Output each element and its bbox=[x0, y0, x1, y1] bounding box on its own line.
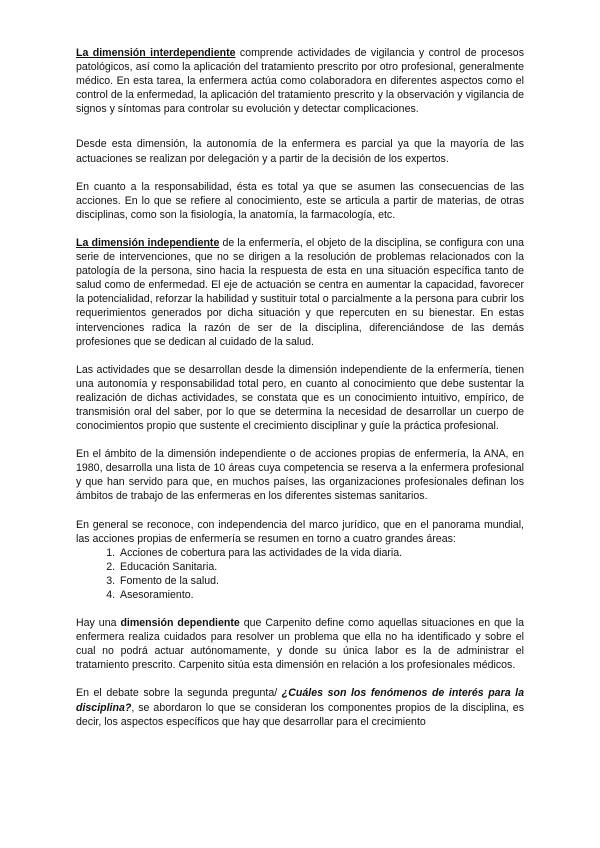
paragraph-text: , se abordaron lo que se consideran los componentes propios de la disciplina, es decir, los aspectos específicos que hay que desarrollar para el crecimiento bbox=[76, 701, 524, 728]
paragraph-dependiente bbox=[76, 616, 524, 672]
heading-interdependiente: La dimensión interdependiente bbox=[76, 47, 236, 59]
paragraph-actividades: Las actividades que se desarrollan desde la dimensión independiente de la enfermería, tienen una autonomía y responsabilidad total pero, en cuanto al conocimiento que debe sustentar la realización de dichas actividades, se constata que es un conocimiento intuitivo, empírico, de transmisión oral del saber, por lo que se determina la necesidad de desarrollar un cuerpo de conocimientos propio que sustente el crecimiento disciplinar y guíe la práctica profesional. bbox=[76, 363, 524, 433]
areas-list bbox=[76, 546, 524, 602]
paragraph-text: que Carpenito define como aquellas situaciones en que la enfermera realiza cuidados para resolver un problema que ella no ha identificado y sobre el cual no podrá actuar autónomamente, y donde su única labor es la de administrar el tratamiento prescrito. Carpenito sitúa esta dimensión en relación a los profesionales médicos. bbox=[76, 617, 525, 672]
list-item: 3. Fomento de la salud. bbox=[118, 574, 524, 588]
bold-dependiente: dimensión dependiente bbox=[120, 617, 240, 630]
list-item: 2. Educación Sanitaria. bbox=[118, 560, 524, 574]
paragraph-responsabilidad: En cuanto a la responsabilidad, ésta es total ya que se asumen las consecuencias de las acciones. En lo que se refiere al conocimiento, este se articula a partir de materias, de otras disciplinas, como son la fisiología, la anatomía, la farmacología, etc. bbox=[76, 180, 524, 221]
paragraph-text: En el debate sobre la segunda pregunta/ bbox=[76, 687, 282, 700]
list-item: 1. Acciones de cobertura para las actividades de la vida diaria. bbox=[118, 546, 524, 560]
paragraph-ana: En el ámbito de la dimensión independiente o de acciones propias de enfermería, la ANA, en 1980, desarrolla una lista de 10 áreas cuya competencia se reserva a la enfermera profesional y que han servido para que, en muchos países, las organizaciones profesionales definan los ámbitos de trabajo de las enfermeras en los diferentes sistemas sanitarios. bbox=[76, 448, 524, 503]
question-fenomenos: ¿Cuáles son los fenómenos de interés para la disciplina? bbox=[76, 687, 524, 714]
paragraph-autonomia: Desde esta dimensión, la autonomía de la enfermera es parcial ya que la mayoría de las actuaciones se realizan por delegación y a partir de la decisión de los expertos. bbox=[76, 138, 524, 165]
paragraph-interdependiente bbox=[76, 46, 524, 116]
paragraph-text: comprende actividades de vigilancia y control de procesos patológicos, así como la aplicación del tratamiento prescrito por otro profesional, generalmente médico. En esta tarea, la enfermera actúa como colaboradora en diferentes aspectos como el control de la enfermedad, la aplicación del tratamiento prescrito y la observación y vigilancia de signos y síntomas para controlar su evolución y detectar complicaciones. bbox=[76, 47, 524, 116]
heading-independiente: La dimensión independiente bbox=[76, 236, 220, 249]
paragraph-independiente bbox=[76, 236, 524, 349]
paragraph-areas: En general se reconoce, con independencia del marco jurídico, que en el panorama mundial, las acciones propias de enfermería se resumen en torno a cuatro grandes áreas: bbox=[76, 518, 524, 545]
paragraph-text: de la enfermería, el objeto de la disciplina, se configura con una serie de intervenciones, que no se dirigen a la resolución de problemas relacionados con la patología de la persona, sino hacia la respuesta de esta en una situación específica tanto de salud como de enfermedad. El eje de actuación se centra en aumentar la capacidad, favorecer la potencialidad, reforzar la habilidad y sustituir total o parcialmente a la persona para cubrir los requerimientos generados por dicha situación y que repercuten en su bienestar. En estas intervenciones radica la razón de ser de la disciplina, diferenciándose de las demás profesiones que se dedican al cuidado de la salud. bbox=[76, 236, 524, 348]
list-item: 4. Asesoramiento. bbox=[118, 588, 524, 602]
paragraph-text: Hay una bbox=[76, 617, 121, 630]
paragraph-debate bbox=[76, 686, 524, 728]
